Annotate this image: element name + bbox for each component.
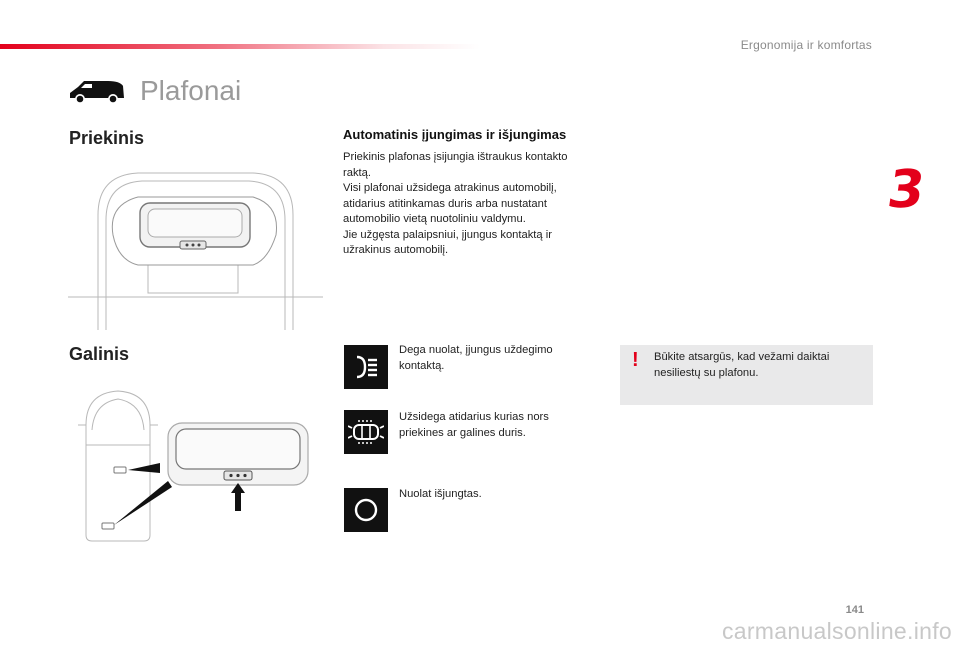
chapter-title: Ergonomija ir komfortas xyxy=(740,38,872,52)
section-title-rear: Galinis xyxy=(69,344,130,364)
warning-text: Būkite atsargūs, kad vežami daiktai nesiliestų su plafonu. xyxy=(654,351,830,379)
auto-paragraph: Visi plafonai užsidega atrakinus automobilį, atidarius atitinkamas duris arba nustatant automobilio vietą nuotoliniu valdymu. xyxy=(343,182,557,225)
auto-description xyxy=(343,150,595,259)
front-ceiling-light-illustration xyxy=(68,165,323,330)
light-on-icon xyxy=(344,345,388,389)
warning-icon: ! xyxy=(632,349,639,371)
mode-on-text: Dega nuolat, įjungus uždegimo kontaktą. xyxy=(399,344,553,372)
light-off-icon xyxy=(344,488,388,532)
auto-paragraph: Priekinis plafonas įsijungia ištraukus kontakto raktą. xyxy=(343,151,568,179)
door-light-icon xyxy=(344,410,388,454)
van-icon xyxy=(68,78,126,106)
header-accent-bar xyxy=(0,44,480,49)
watermark: carmanualsonline.info xyxy=(721,618,952,644)
mode-off-text: Nuolat išjungtas. xyxy=(399,488,482,500)
chapter-number: 3 xyxy=(883,160,929,220)
auto-section-title: Automatinis įjungimas ir išjungimas xyxy=(343,127,567,142)
mode-door-text: Užsidega atidarius kurias nors priekines ar galines duris. xyxy=(399,411,549,439)
auto-paragraph: Jie užgęsta palaipsniui, įjungus kontaktą ir užrakinus automobilį. xyxy=(343,228,552,256)
page-number: 141 xyxy=(845,604,864,616)
page-title: Plafonai xyxy=(140,75,242,106)
section-title-front: Priekinis xyxy=(69,128,145,148)
rear-ceiling-light-illustration xyxy=(68,385,328,545)
